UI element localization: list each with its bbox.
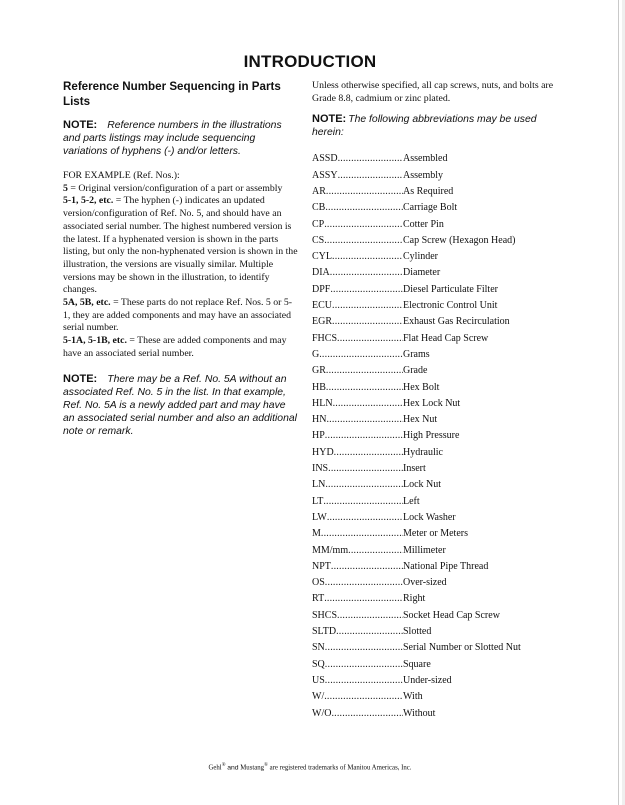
- note-label: NOTE:: [63, 372, 98, 385]
- abbreviation-row: [312, 380, 562, 396]
- abbreviation-lead: [312, 200, 403, 216]
- abbreviation-row: [312, 363, 562, 379]
- abbreviation-code: INS: [312, 463, 329, 475]
- footer-brand: Mustang: [240, 764, 265, 772]
- abbreviation-code: G: [312, 348, 320, 360]
- abbreviation-meaning: Diesel Particulate Filter: [403, 283, 498, 295]
- abbreviation-meaning: Assembled: [403, 153, 448, 165]
- dot-leader: [326, 380, 403, 396]
- example-term: 5-1A, 5-1B, etc.: [63, 335, 127, 347]
- abbreviation-row: [312, 200, 562, 216]
- note-label: NOTE:: [312, 113, 347, 126]
- note-text: The following abbreviations may be used herein:: [312, 114, 537, 139]
- example-term: 5A, 5B, etc.: [63, 297, 111, 309]
- dot-leader: [332, 314, 403, 330]
- abbreviation-meaning: Grams: [403, 348, 430, 360]
- abbreviation-lead: [312, 347, 403, 363]
- note-reference-numbers: [63, 119, 299, 158]
- abbreviation-meaning: Meter or Meters: [403, 528, 468, 540]
- abbreviation-meaning: Assembly: [403, 169, 443, 181]
- abbreviation-row: [312, 575, 562, 591]
- abbreviation-lead: [312, 510, 403, 526]
- dot-leader: [330, 265, 403, 281]
- abbreviation-row: [312, 151, 562, 167]
- dot-leader: [325, 200, 403, 216]
- dot-leader: [336, 624, 403, 640]
- abbreviation-meaning: Carriage Bolt: [403, 202, 458, 214]
- abbreviation-meaning: Cap Screw (Hexagon Head): [403, 234, 516, 246]
- abbreviation-meaning: Hex Bolt: [403, 381, 440, 393]
- dot-leader: [331, 559, 403, 575]
- dot-leader: [325, 428, 403, 444]
- abbreviation-meaning: Lock Washer: [403, 511, 456, 523]
- abbreviation-row: [312, 494, 562, 510]
- dot-leader: [326, 412, 403, 428]
- dot-leader: [323, 494, 403, 510]
- abbreviation-code: GR: [312, 365, 326, 377]
- abbreviation-meaning: Cylinder: [403, 251, 438, 263]
- dot-leader: [325, 657, 403, 673]
- dot-leader: [338, 168, 403, 184]
- footer-brand: Gehl: [208, 764, 222, 772]
- abbreviation-row: [312, 657, 562, 673]
- abbreviation-meaning: Hex Nut: [403, 414, 438, 426]
- dot-leader: [331, 706, 403, 722]
- abbreviation-row: [312, 640, 562, 656]
- registered-mark: ®: [264, 763, 268, 768]
- example-item: [63, 297, 299, 335]
- abbreviation-row: [312, 282, 562, 298]
- abbreviation-meaning: Millimeter: [403, 544, 446, 556]
- abbreviation-meaning: Under-sized: [403, 674, 452, 686]
- example-description: = The hyphen (-) indicates an updated version/configuration of Ref. No. 5, and should have an associated serial number. The highest numbered version is the latest. If a hyphenated version is shown in the parts listing, but only the non-hyphenated version is shown in the illustration, the versions are visually similar. Multiple versions may be shown in the illustration, to identify changes.: [63, 195, 298, 296]
- abbreviation-row: [312, 706, 562, 722]
- abbreviation-meaning: High Pressure: [403, 430, 460, 442]
- abbreviation-code: M: [312, 528, 321, 540]
- abbreviation-code: SLTD: [312, 626, 337, 638]
- abbreviation-code: CYL: [312, 251, 332, 263]
- abbreviation-row: [312, 624, 562, 640]
- abbreviation-lead: [312, 494, 403, 510]
- abbreviation-meaning: With: [403, 691, 423, 703]
- abbreviation-lead: [312, 298, 403, 314]
- note-text: There may be a Ref. No. 5A without an associated Ref. No. 5 in the list. In that example, Ref. No. 5A is a newly added part and may have an associated serial number and also an additional note or remark.: [63, 373, 297, 437]
- abbreviation-code: CB: [312, 202, 326, 214]
- page-edge-line: [618, 0, 619, 805]
- abbreviation-code: ASSD: [312, 153, 338, 165]
- dot-leader: [325, 640, 403, 656]
- abbreviation-lead: [312, 624, 403, 640]
- abbreviation-row: [312, 673, 562, 689]
- abbreviation-lead: [312, 363, 403, 379]
- abbreviation-lead: [312, 640, 403, 656]
- abbreviation-lead: [312, 217, 403, 233]
- example-description: = These are added components and may have an associated serial number.: [63, 335, 287, 359]
- abbreviation-meaning: Flat Head Cap Screw: [403, 332, 489, 344]
- abbreviation-meaning: Hydraulic: [403, 446, 443, 458]
- dot-leader: [328, 461, 403, 477]
- abbreviation-meaning: Diameter: [403, 267, 441, 279]
- abbreviation-row: [312, 510, 562, 526]
- dot-leader: [324, 591, 403, 607]
- abbreviation-lead: [312, 314, 403, 330]
- abbreviation-lead: [312, 445, 403, 461]
- dot-leader: [321, 526, 403, 542]
- abbreviation-row: [312, 298, 562, 314]
- example-item: [63, 195, 299, 297]
- dot-leader: [334, 445, 403, 461]
- abbreviation-meaning: Square: [403, 658, 431, 670]
- abbreviation-code: LT: [312, 495, 324, 507]
- right-column: [312, 80, 562, 722]
- abbreviation-code: AR: [312, 186, 326, 197]
- abbreviation-row: [312, 347, 562, 363]
- page-title: INTRODUCTION: [243, 52, 377, 71]
- abbreviation-code: SHCS: [312, 609, 338, 621]
- abbreviation-meaning: National Pipe Thread: [403, 560, 489, 572]
- for-example-label: FOR EXAMPLE (Ref. Nos.):: [63, 170, 180, 181]
- abbreviation-row: [312, 314, 562, 330]
- abbreviation-meaning: Exhaust Gas Recirculation: [403, 316, 510, 328]
- dot-leader: [337, 608, 403, 624]
- example-item: [63, 183, 299, 196]
- note-label: NOTE:: [63, 119, 98, 131]
- example-item: [63, 335, 299, 360]
- dot-leader: [332, 249, 403, 265]
- abbreviation-lead: [312, 477, 403, 493]
- example-description: = Original version/configuration of a part or assembly: [67, 182, 283, 194]
- abbreviation-meaning: Electronic Control Unit: [403, 300, 498, 312]
- abbreviation-lead: [312, 249, 403, 265]
- abbreviation-code: W/: [312, 691, 325, 703]
- abbreviation-lead: [312, 233, 403, 249]
- abbreviation-row: [312, 591, 562, 607]
- abbreviation-row: [312, 412, 562, 428]
- abbreviation-meaning: As Required: [403, 186, 454, 197]
- abbreviation-lead: [312, 608, 403, 624]
- abbreviation-lead: [312, 657, 403, 673]
- abbreviation-row: [312, 233, 562, 249]
- dot-leader: [325, 575, 403, 591]
- abbreviation-code: HP: [312, 430, 325, 442]
- abbreviation-lead: [312, 380, 403, 396]
- abbreviation-code: FHCS: [312, 332, 338, 344]
- abbreviation-meaning: Cotter Pin: [403, 218, 444, 230]
- abbreviation-row: [312, 168, 562, 184]
- abbreviation-lead: [312, 396, 403, 412]
- dot-leader: [327, 510, 403, 526]
- dot-leader: [333, 396, 403, 412]
- trademark-footer: [0, 763, 620, 771]
- abbreviation-meaning: Without: [403, 707, 436, 719]
- abbreviation-lead: [312, 168, 403, 184]
- dot-leader: [332, 298, 403, 314]
- abbreviation-code: RT: [312, 593, 325, 605]
- abbreviation-row: [312, 526, 562, 542]
- left-column: [63, 80, 299, 450]
- abbreviation-code: HN: [312, 414, 327, 426]
- registered-mark: ®: [221, 763, 226, 768]
- abbreviation-code: ECU: [312, 300, 332, 312]
- abbreviation-code: W/O: [312, 707, 332, 719]
- abbreviation-lead: [312, 331, 403, 347]
- abbreviation-meaning: Lock Nut: [403, 479, 442, 491]
- abbreviation-lead: [312, 575, 403, 591]
- example-block: [63, 170, 299, 361]
- abbreviation-meaning: Over-sized: [403, 577, 447, 589]
- abbreviation-row: [312, 331, 562, 347]
- abbreviation-meaning: Serial Number or Slotted Nut: [403, 642, 521, 654]
- abbreviation-code: EGR: [312, 316, 332, 328]
- abbreviation-row: [312, 689, 562, 705]
- dot-leader: [330, 282, 403, 298]
- abbreviation-code: DIA: [312, 267, 330, 279]
- abbreviation-code: US: [312, 674, 325, 686]
- abbreviation-lead: [312, 412, 403, 428]
- abbreviation-meaning: Left: [403, 495, 420, 507]
- dot-leader: [324, 689, 403, 705]
- abbreviation-row: [312, 477, 562, 493]
- abbreviation-lead: [312, 706, 403, 722]
- abbreviation-meaning: Right: [403, 593, 426, 605]
- footer-and: and: [227, 764, 239, 772]
- abbreviation-code: SN: [312, 642, 325, 654]
- abbreviation-code: LN: [312, 479, 326, 491]
- example-description: = These parts do not replace Ref. Nos. 5 or 5-1, they are added components and may have an associated serial number.: [63, 297, 292, 334]
- dot-leader: [319, 347, 403, 363]
- abbreviation-lead: [312, 689, 403, 705]
- abbreviation-code: LW: [312, 511, 327, 523]
- dot-leader: [325, 477, 403, 493]
- abbreviation-row: [312, 461, 562, 477]
- abbreviation-code: DPF: [312, 283, 331, 295]
- note-text: Reference numbers in the illustrations and parts listings may include sequencing variations of hyphens (-) and/or letters.: [63, 120, 282, 157]
- abbreviation-row: [312, 184, 562, 200]
- abbreviation-meaning: Insert: [403, 463, 426, 475]
- abbreviation-row: [312, 217, 562, 233]
- example-term: 5-1, 5-2, etc.: [63, 195, 114, 207]
- abbreviation-code: HLN: [312, 397, 333, 409]
- abbreviation-code: NPT: [312, 560, 331, 572]
- dot-leader: [337, 331, 403, 347]
- abbreviation-code: OS: [312, 577, 325, 589]
- abbreviation-lead: [312, 184, 403, 200]
- abbreviation-row: [312, 543, 562, 559]
- abbreviation-meaning: Slotted: [403, 626, 432, 638]
- example-term: 5: [63, 182, 68, 194]
- dot-leader: [338, 151, 403, 167]
- abbreviation-lead: [312, 526, 403, 542]
- footer-text: are registered trademarks of Manitou Americas, Inc.: [269, 764, 412, 772]
- abbreviation-lead: [312, 282, 403, 298]
- dot-leader: [325, 673, 403, 689]
- abbreviation-code: SQ: [312, 658, 325, 670]
- abbreviation-row: [312, 608, 562, 624]
- abbreviation-lead: [312, 673, 403, 689]
- abbreviation-code: ASSY: [312, 169, 338, 181]
- abbreviation-lead: [312, 265, 403, 281]
- abbreviation-row: [312, 428, 562, 444]
- abbreviation-code: MM/mm: [312, 544, 349, 556]
- abbreviation-lead: [312, 461, 403, 477]
- abbreviation-lead: [312, 151, 403, 167]
- section-heading: Reference Number Sequencing in Parts Lists: [63, 80, 281, 108]
- abbreviation-code: CS: [312, 234, 325, 246]
- abbreviation-lead: [312, 591, 403, 607]
- dot-leader: [326, 184, 403, 200]
- abbreviation-row: [312, 396, 562, 412]
- abbreviation-row: [312, 265, 562, 281]
- abbreviation-lead: [312, 543, 403, 559]
- note-abbreviations: [312, 113, 562, 139]
- abbreviation-row: [312, 559, 562, 575]
- abbreviation-code: HYD: [312, 446, 334, 458]
- abbreviation-meaning: Grade: [403, 365, 428, 377]
- dot-leader: [324, 233, 403, 249]
- abbreviation-code: HB: [312, 381, 326, 393]
- dot-leader: [326, 363, 403, 379]
- dot-leader: [348, 543, 403, 559]
- abbreviation-row: [312, 249, 562, 265]
- abbreviation-lead: [312, 428, 403, 444]
- abbreviation-row: [312, 445, 562, 461]
- dot-leader: [324, 217, 403, 233]
- abbreviation-meaning: Socket Head Cap Screw: [403, 609, 500, 621]
- abbreviation-code: CP: [312, 218, 325, 230]
- note-ref-no-5a: [63, 373, 299, 438]
- abbreviation-meaning: Hex Lock Nut: [403, 397, 461, 409]
- abbreviation-list: [312, 151, 562, 721]
- abbreviation-lead: [312, 559, 403, 575]
- fastener-spec-text: Unless otherwise specified, all cap screws, nuts, and bolts are Grade 8.8, cadmium or zinc plated.: [312, 80, 554, 104]
